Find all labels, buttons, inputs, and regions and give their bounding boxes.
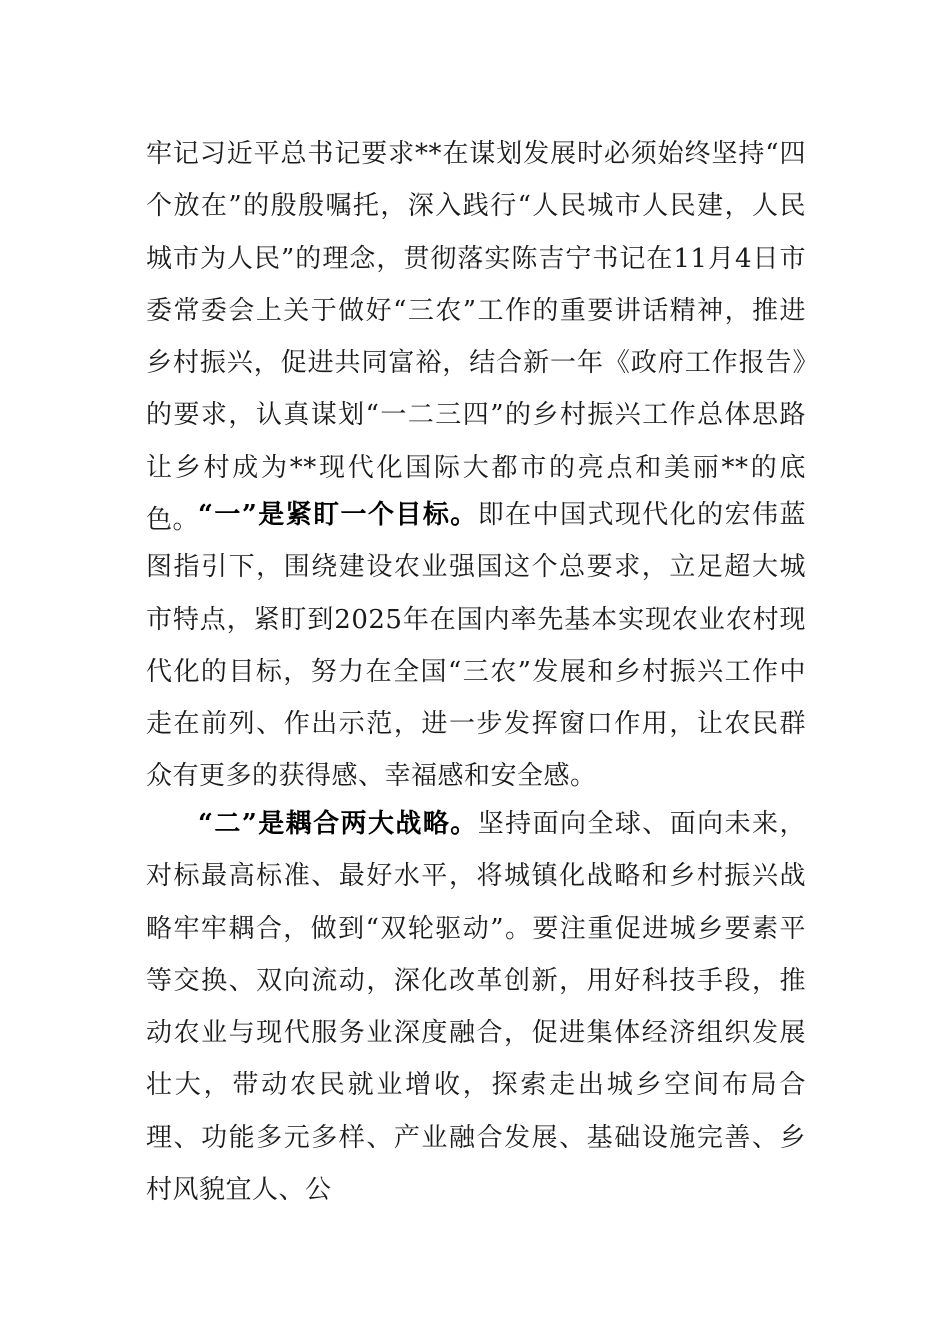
paragraph-goal-text: 即在中国式现代化的宏伟蓝图指引下，围绕建设农业强国这个总要求，立足超大城市特点，紧盯到2025年在国内率先基本实现农业农村现代化的目标，努力在全国“三农”发展和乡村振兴工作中走在前列、作出示范，进一步发挥窗口作用，让农民群众有更多的获得感、幸福感和安全感。: [146, 500, 806, 792]
paragraph-intro-text: 牢记习近平总书记要求**在谋划发展时必须始终坚持“四个放在”的殷殷嘱托，深入践行“人民城市人民建，人民城市为人民”的理念，贯彻落实陈吉宁书记在11月4日市委常委会上关于做好“三农”工作的重要讲话精神，推进乡村振兴，促进共同富裕，结合新一年《政府工作报告》的要求，认真谋划“一二三四”的乡村振兴工作总体思路让乡村成为**现代化国际大都市的亮点和美丽**的底色。: [146, 139, 806, 536]
paragraph-intro: [146, 128, 806, 546]
paragraph-goal-heading: “一”是紧盯一个目标。: [198, 500, 478, 530]
paragraph-goal: [146, 489, 806, 803]
paragraph-strategy-text: 坚持面向全球、面向未来，对标最高标准、最好水平，将城镇化战略和乡村振兴战略牢牢耦合，做到“双轮驱动”。要注重促进城乡要素平等交换、双向流动，深化改革创新，用好科技手段，推动农业与现代服务业深度融合，促进集体经济组织发展壮大，带动农民就业增收，探索走出城乡空间布局合理、功能多元多样、产业融合发展、基础设施完善、乡村风貌宜人、公: [146, 809, 806, 1206]
paragraph-strategy-heading: “二”是耦合两大战略。: [198, 809, 478, 839]
paragraph-strategy: [146, 798, 806, 1216]
